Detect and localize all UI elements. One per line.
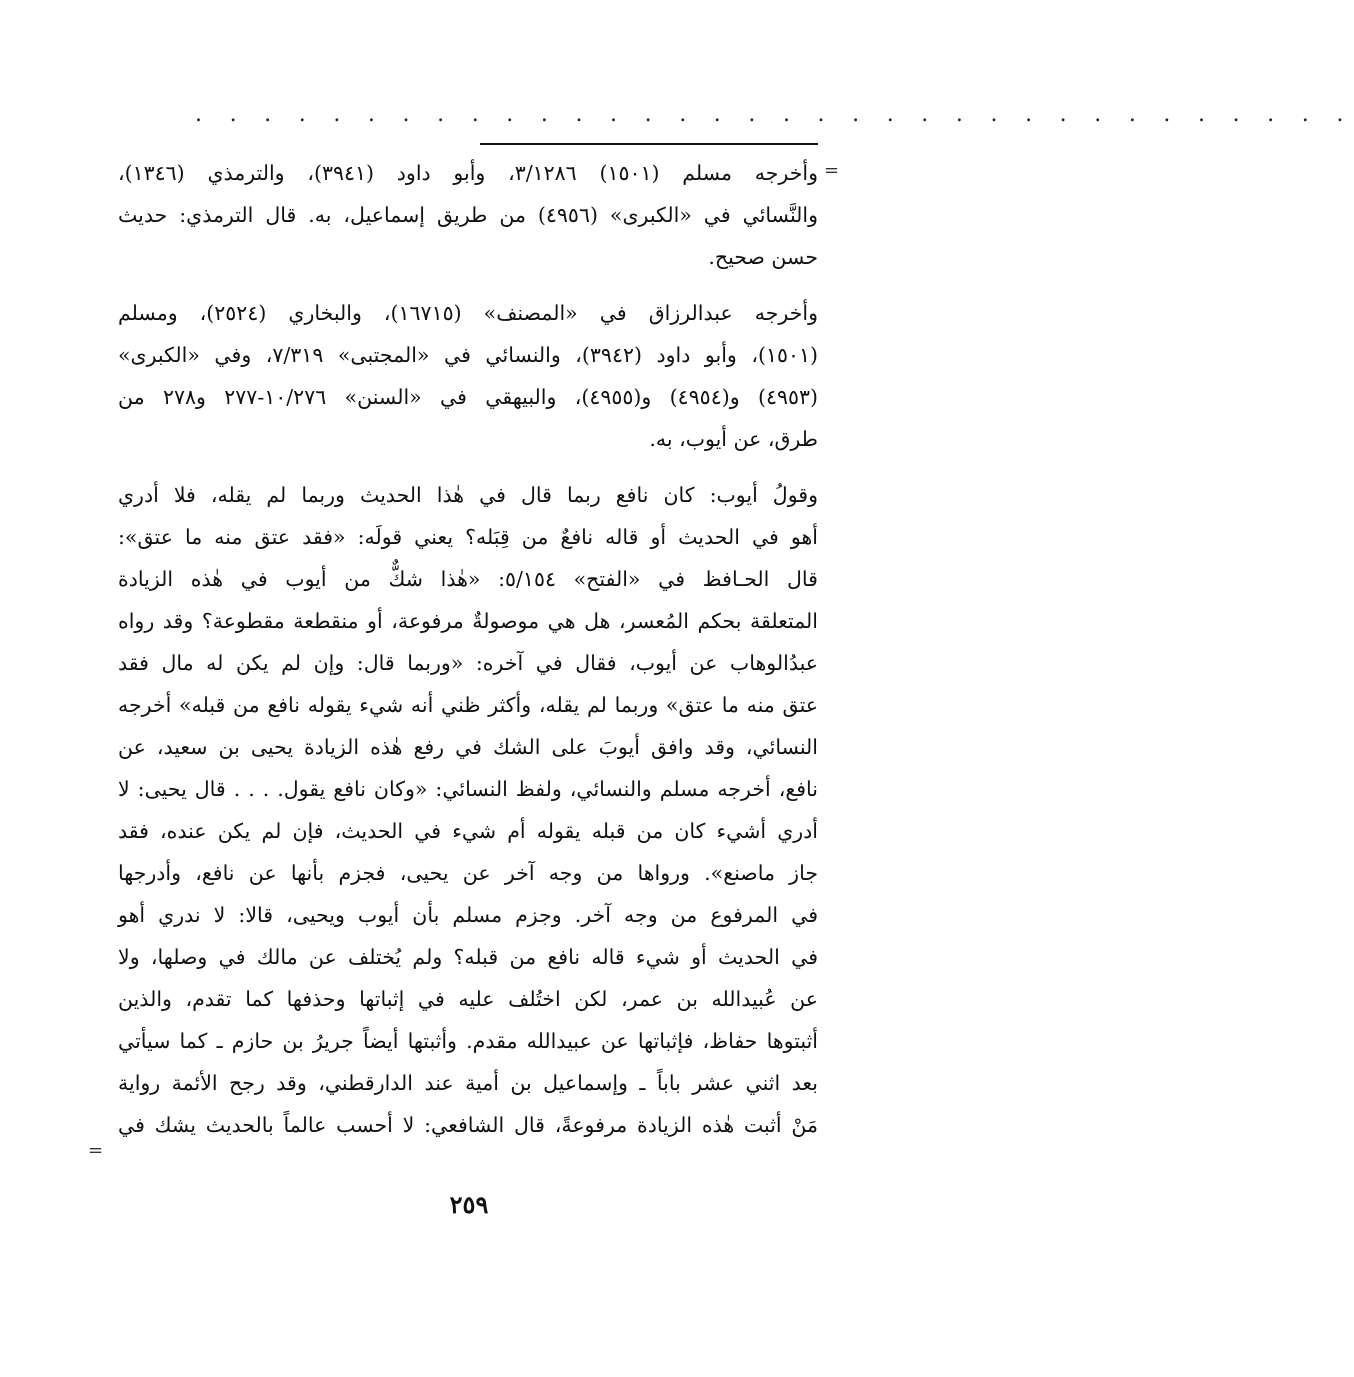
footnote-line: طرق، عن أيوب، به. xyxy=(649,427,818,451)
footnote-text xyxy=(118,152,818,1146)
footnote-line: (١٥٠١)، وأبو داود (٣٩٤٢)، والنسائي في «المجتبى» ٧/٣١٩، وفي «الكبرى» xyxy=(118,343,818,367)
footnote-line: وأخرجه مسلم (١٥٠١) ٣/١٢٨٦، وأبو داود (٣٩٤١)، والترمذي (١٣٤٦)، xyxy=(118,161,818,185)
footnote-line: النسائي، وقد وافق أيوبَ على الشك في رفع هٰذه الزيادة يحيى بن سعيد، عن xyxy=(118,735,818,759)
footnote-line: وقولُ أيوب: كان نافع ربما قال في هٰذا الحديث وربما لم يقله، فلا أدري xyxy=(118,483,818,507)
page-number: ٢٥٩ xyxy=(449,1190,489,1219)
footnote-line: أهو في الحديث أو قاله نافعٌ من قِبَله؟ يعني قولَه: «فقد عتق منه ما عتق»: xyxy=(118,525,818,549)
footnote-line: قال الحـافظ في «الفتح» ٥/١٥٤: «هٰذا شكٌّ من أيوب في هٰذه الزيادة xyxy=(118,567,818,591)
footnote-line: عتق منه ما عتق» وربما لم يقله، وأكثر ظني أنه شيء يقوله نافع من قبله» أخرجه xyxy=(118,693,818,717)
footnote-line: عن عُبيدالله بن عمر، لكن اختُلف عليه في إثباتها وحذفها كما تقدم، والذين xyxy=(118,987,818,1011)
footnote-line: نافع، أخرجه مسلم والنسائي، ولفظ النسائي: «وكان نافع يقول. . . . قال يحيى: لا xyxy=(118,777,818,801)
footnote-line: حسن صحيح. xyxy=(708,245,818,269)
continuation-mark-bottom: = xyxy=(88,1140,104,1161)
continuation-mark-top: = xyxy=(824,160,840,181)
footnote-line: والنَّسائي في «الكبرى» (٤٩٥٦) من طريق إسماعيل، به. قال الترمذي: حديث xyxy=(118,203,818,227)
footnote-line: بعد اثني عشر باباً ـ وإسماعيل بن أمية عند الدارقطني، وقد رجح الأئمة رواية xyxy=(118,1071,818,1095)
footnote-line: المتعلقة بحكم المُعسر، هل هي موصولةٌ مرفوعة، أو منقطعة مقطوعة؟ وقد رواه xyxy=(118,609,818,633)
footnote-line: (٤٩٥٣) و(٤٩٥٤) و(٤٩٥٥)، والبيهقي في «السنن» ١٠/٢٧٦-٢٧٧ و٢٧٨ من xyxy=(118,385,818,409)
footnote-line: جاز ماصنع». ورواها من وجه آخر عن يحيى، فجزم بأنها عن نافع، وأدرجها xyxy=(118,861,818,885)
footnote-line: في المرفوع من وجه آخر. وجزم مسلم بأن أيوب ويحيى، قالا: لا ندري أهو xyxy=(118,903,818,927)
footnote-separator-line xyxy=(480,143,818,145)
footnote-line: مَنْ أثبت هٰذه الزيادة مرفوعةً، قال الشافعي: لا أحسب عالماً بالحديث يشك في xyxy=(118,1113,818,1137)
separator-dots: . . . . . . . . . . . . . . . . . . . . . . . . . . . . . . . . . . xyxy=(195,102,1354,127)
footnote-line: عبدُالوهاب عن أيوب، فقال في آخره: «وربما قال: وإن لم يكن له مال فقد xyxy=(118,651,818,675)
footnote-line: وأخرجه عبدالرزاق في «المصنف» (١٦٧١٥)، والبخاري (٢٥٢٤)، ومسلم xyxy=(118,301,818,325)
footnote-line: أدري أشيء كان من قبله يقوله أم شيء في الحديث، فإن لم يكن عنده، فقد xyxy=(118,819,818,843)
footnote-line: أثبتوها حفاظ، فإثباتها عن عبيدالله مقدم. وأثبتها أيضاً جريرُ بن حازم ـ كما سيأتي xyxy=(118,1029,818,1053)
footnote-line: في الحديث أو شيء قاله نافع من قبله؟ ولم يُختلف عن مالك في وصلها، ولا xyxy=(118,945,818,969)
